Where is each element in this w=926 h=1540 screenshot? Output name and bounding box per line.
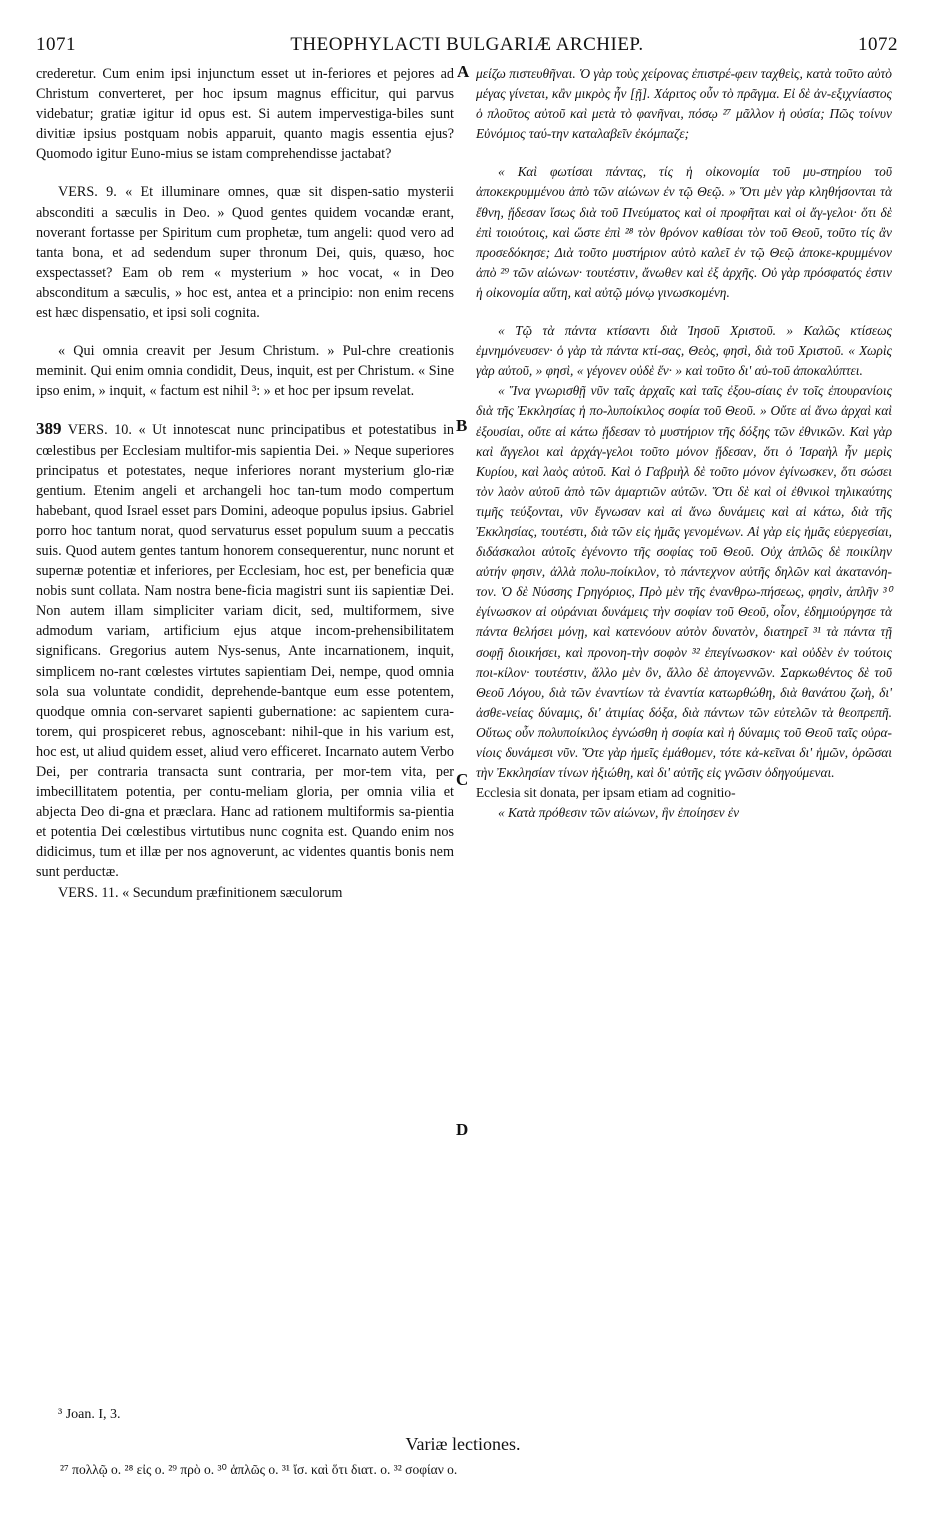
greek-paragraph: « Καὶ φωτίσαι πάντας, τίς ἡ οἰκονομία τοῦ μυ-στηρίου τοῦ ἀποκεκρυμμένου ἀπὸ τῶν αἰώνων ἐν τῷ Θεῷ. » Ὅτι μὲν γὰρ κληθήσονται τὰ ἔθνη, ᾔδεσαν ἴσως διὰ τοῦ Πνεύματος καὶ οἱ προφῆται καὶ οἱ ἄγ-γελοι· ὅτι δὲ ἐπὶ τοιούτοις, καὶ ὥστε ἐπὶ ²⁸ τὸν θρόνον καθίσαι τὸν τοῦ Θεοῦ, τοῦτο τίς ἂν προσεδόκησε; Διὰ τοῦτο μυστήριον αὐτὸ καλεῖ ἐν τῷ Θεῷ ἀποκε-κρυμμένον ἀπὸ ²⁹ τῶν αἰώνων· τουτέστιν, ἄνωθεν καὶ ἐξ ἀρχῆς. Οὐ γὰρ πρόσφατός ἐστιν ἡ οἰκονομία αὕτη, καὶ αὐτῷ μόνῳ γινωσκομένη. [476, 164, 892, 300]
latin-paragraph: crederetur. Cum enim ipsi injunctum esset ut in-feriores et pejores ad Christum converteret, per hoc ipsum magnus efficitur, qui parvus videbatur; gratiæ igitur id opus est. Si autem impervestiga-biles sunt divitiæ ipsius postquam nobis apparuit, quanto magis essentia ejus? Quomodo igitur Euno-mius se istam comprehendisse jactabat? [36, 66, 454, 163]
greek-column [476, 64, 892, 823]
latin-paragraph: VERS. 9. « Et illuminare omnes, quæ sit dispen-satio mysterii absconditi a sæculis in Deo. » Quod gentes quidem vocandæ erant, noverant fortasse per Spiritum cum prophetæ, tum angeli: quod vero ad tanta bona, et ad sedendum super thronum Dei, quis, quæso, hoc exspectasset? Eam ob rem « mysterium » hoc vocat, « in Deo absconditum a sæculis, » hoc est, antea et a principio: non enim recens est hæc dispensatio, et ipsi soli cognita. [36, 184, 454, 322]
margin-marker-c: C [456, 770, 469, 789]
margin-marker-b: B [456, 416, 468, 435]
variae-heading: Variæ lectiones. [405, 1434, 521, 1454]
latin-paragraph-text: VERS. 10. « Ut innotescat nunc principatibus et potestatibus in cœlestibus per Ecclesiam multifor-mis sapientia Dei. » Neque superiores principatus et potestates, neque inferiores norant mysterium glo-riæ gentium. Etenim angeli et archangeli hoc tan-tum modo compertum habebant, quod Israel esset pars Domini, adeoque populus ipsius. Gabriel porro hoc tantum norat, quod servaturus esset populum suum a peccatis suis. Quod autem gentes tantum honorem consequerentur, nunc norunt et supernæ potentiæ et inferiores, per Ecclesiam, hoc est, per beneficia quæ nobis sunt collata. Nam nostra bene-ficia magistri sunt iis sapientiæ Dei. Non autem illam simpliciter variam dicit, sed, multiformem, sive admodum variam, artificium ejus atque incom-prehensibilitatem significans. Gregorius autem Nys-senus, Ante incarnationem, inquit, simplicem no-rant cœlestes virtutes sapientiam Dei, nempe, quod omnia sola sua voluntate condidit, deprehende-bantque eum esse potentem, quodque omnia con-servaret sapienti gubernatione: ac sapientem cura-torem, qui prospiceret rebus, agnoscebant: nihil-que in his varium est, hoc est, ut aliud quidem esset, aliud vero efficeret. Incarnato autem Verbo Dei, per contraria transacta sunt contraria, per mor-tem vita, per imbecillitatem potentia, per contu-meliam gloria, per omnia vilia et abjecta Deo di-gna et præclara. Hanc ad rationem multiformis sa-pientia et potentia Dei cœlestibus virtutibus nunc cognita est. Quando enim nos didicimus, tum et illæ per nos agnoverunt, ac videntes quantis bonis nem sunt perductæ. [36, 422, 454, 881]
footnote: ³ Joan. I, 3. [58, 1407, 121, 1422]
greek-paragraph: μείζω πιστευθῆναι. Ὁ γὰρ τοὺς χείρονας ἐπιστρέ-φειν ταχθεὶς, κατὰ τοῦτο αὐτὸ μέγας γίνεται, κἂν μικρὸς ἦν [ῇ]. Χάριτος οὖν τὸ πρᾶγμα. Εἰ δὲ ἀν-εξιχνίαστος ὁ πλοῦτος αὐτοῦ καὶ μετὰ τὸ φανῆναι, πόσῳ ²⁷ μᾶλλον ἡ οὐσία; Πῶς τοίνυν Εὐνόμιος ταύ-την καταλαβεῖν ἐκόμπαζε; [476, 66, 892, 142]
latin-paragraph [36, 419, 454, 882]
margin-marker-a: A [457, 62, 470, 81]
right-column-number: 1072 [858, 34, 898, 55]
page-title: THEOPHYLACTI BULGARIÆ ARCHIEP. [290, 34, 644, 55]
margin-marker-d: D [456, 1120, 469, 1139]
latin-continuation: Ecclesia sit donata, per ipsam etiam ad cognitio- [476, 785, 736, 801]
latin-paragraph: « Qui omnia creavit per Jesum Christum. » Pul-chre creationis meminit. Qui enim omnia condidit, Deus, inquit, est per Christum. « Sine ipso enim, » inquit, « factum est nihil ³: » et hoc per ipsum revelat. [36, 343, 454, 400]
latin-column [36, 64, 454, 903]
greek-paragraph: « Κατὰ πρόθεσιν τῶν αἰώνων, ἣν ἐποίησεν ἐν [498, 805, 740, 821]
greek-paragraph: « Τῷ τὰ πάντα κτίσαντι διὰ Ἰησοῦ Χριστοῦ. » Καλῶς κτίσεως ἐμνημόνευσεν· ὁ γὰρ τὰ πάντα κτί-σας, Θεὸς, φησὶ, διὰ τοῦ Χριστοῦ. « Χωρὶς γὰρ αὐτοῦ, » φησὶ, « γέγονεν οὐδὲ ἕν· » καὶ τοῦτο δι' αὐ-τοῦ ἀποκαλύπτει. [476, 323, 892, 379]
greek-paragraph: « Ἵνα γνωρισθῇ νῦν ταῖς ἀρχαῖς καὶ ταῖς ἐξου-σίαις ἐν τοῖς ἐπουρανίοις διὰ τῆς Ἐκκλησίας ἡ πο-λυποίκιλος σοφία τοῦ Θεοῦ. » Οὔτε αἱ ἄνω ἀρχαὶ καὶ ἐξουσίαι, οὔτε αἱ κάτω ᾔδεσαν τὸ μυστήριον τῆς δόξης τῶν ἐθνικῶν. Καὶ γὰρ καὶ ἄγγελοι καὶ ἀρχάγ-γελοι τοῦτο μόνον ᾔδεσαν, ὅτι ὁ Ἰσραὴλ ἦν μερὶς Κυρίου, καὶ λαὸς αὐτοῦ. Καὶ ὁ Γαβριὴλ δὲ τοῦτο μόνον ἐγίνωσκεν, ὅτι σώσει τὸν λαὸν αὐτοῦ ἀπὸ τῶν ἁμαρτιῶν αὐτῶν. Ὅτι δὲ καὶ οἱ ἐθνικοὶ τηλικαύτης τιμῆς τεύξονται, νῦν ἔγνωσαν καὶ αἱ ἄνω δυνάμεις καὶ αἱ κάτω, διὰ τῆς Ἐκκλησίας, τουτέστι, διὰ τῶν εἰς ἡμᾶς γενομένων. Αἱ γὰρ εἰς ἡμᾶς εὐεργεσίαι, διδάσκαλοι αὐτοῖς ἐγένοντο τῆς σοφίας τοῦ Θεοῦ. Οὐχ ἁπλῶς δὲ ποικίλην αὐτήν φησιν, ἀλλὰ πολυ-ποίκιλον, τὸ πάντεχνον αὐτῆς δηλῶν καὶ ἀκατανόη-τον. Ὁ δὲ Νύσσης Γρηγόριος, Πρὸ μὲν τῆς ἐνανθρω-πήσεως, φησὶν, ἁπλῆν ³⁰ ἐγίνωσκον αἱ οὐράνιαι δυνάμεις τὴν σοφίαν τοῦ Θεοῦ, οἷον, ἐδημιούργησε τὰ πάντα θελήσει μόνῃ, καὶ κατενόουν αὐτὸν δυνατὸν, διατηρεῖ ³¹ τὰ πάντα τῇ σοφῇ διοικήσει, καὶ προνοη-τὴν σοφὸν ³² ἐπεγίνωσκον· καὶ οὐδὲν ἐν τούτοις ποι-κίλον· τουτέστιν, ἄλλο μὲν ὂν, ἄλλο δὲ ἀπογεννῶν. Σαρκωθέντος δὲ τοῦ Θεοῦ Λόγου, διὰ τῶν ἐναντίων τὰ ἐναντία κατωρθώθη, διὰ θανάτου ζωὴ, δι' ἀσθε-νείας δύναμις, δι' ἀτιμίας δόξα, διὰ πάντων τῶν εὐτελῶν τὰ θεοπρεπῆ. Οὕτως οὖν πολυποίκιλος ἐγνώσθη ἡ σοφία καὶ ἡ δύναμις τοῦ Θεοῦ ταῖς οὐρα-νίοις δυνάμεσι νῦν. Ὅτε γὰρ ἡμεῖς ἐμάθομεν, τότε κἀ-κεῖναι δι' ἡμῶν, ὁρῶσαι τὴν Ἐκκλησίαν τίνων ἠξιώθη, καὶ δι' αὐτῆς εἰς γνῶσιν ὁδηγούμεναι. [476, 383, 892, 781]
variae-lines: ²⁷ πολλῷ o. ²⁸ εἰς o. ²⁹ πρὸ o. ³⁰ ἁπλῶς o. ³¹ ἴσ. καὶ ὅτι διατ. o. ³² σοφίαν o. [60, 1462, 458, 1477]
running-header [36, 34, 898, 56]
section-number: 389 [36, 419, 62, 439]
left-column-number: 1071 [36, 34, 76, 55]
latin-paragraph: VERS. 11. « Secundum præfinitionem sæculorum [58, 884, 343, 901]
